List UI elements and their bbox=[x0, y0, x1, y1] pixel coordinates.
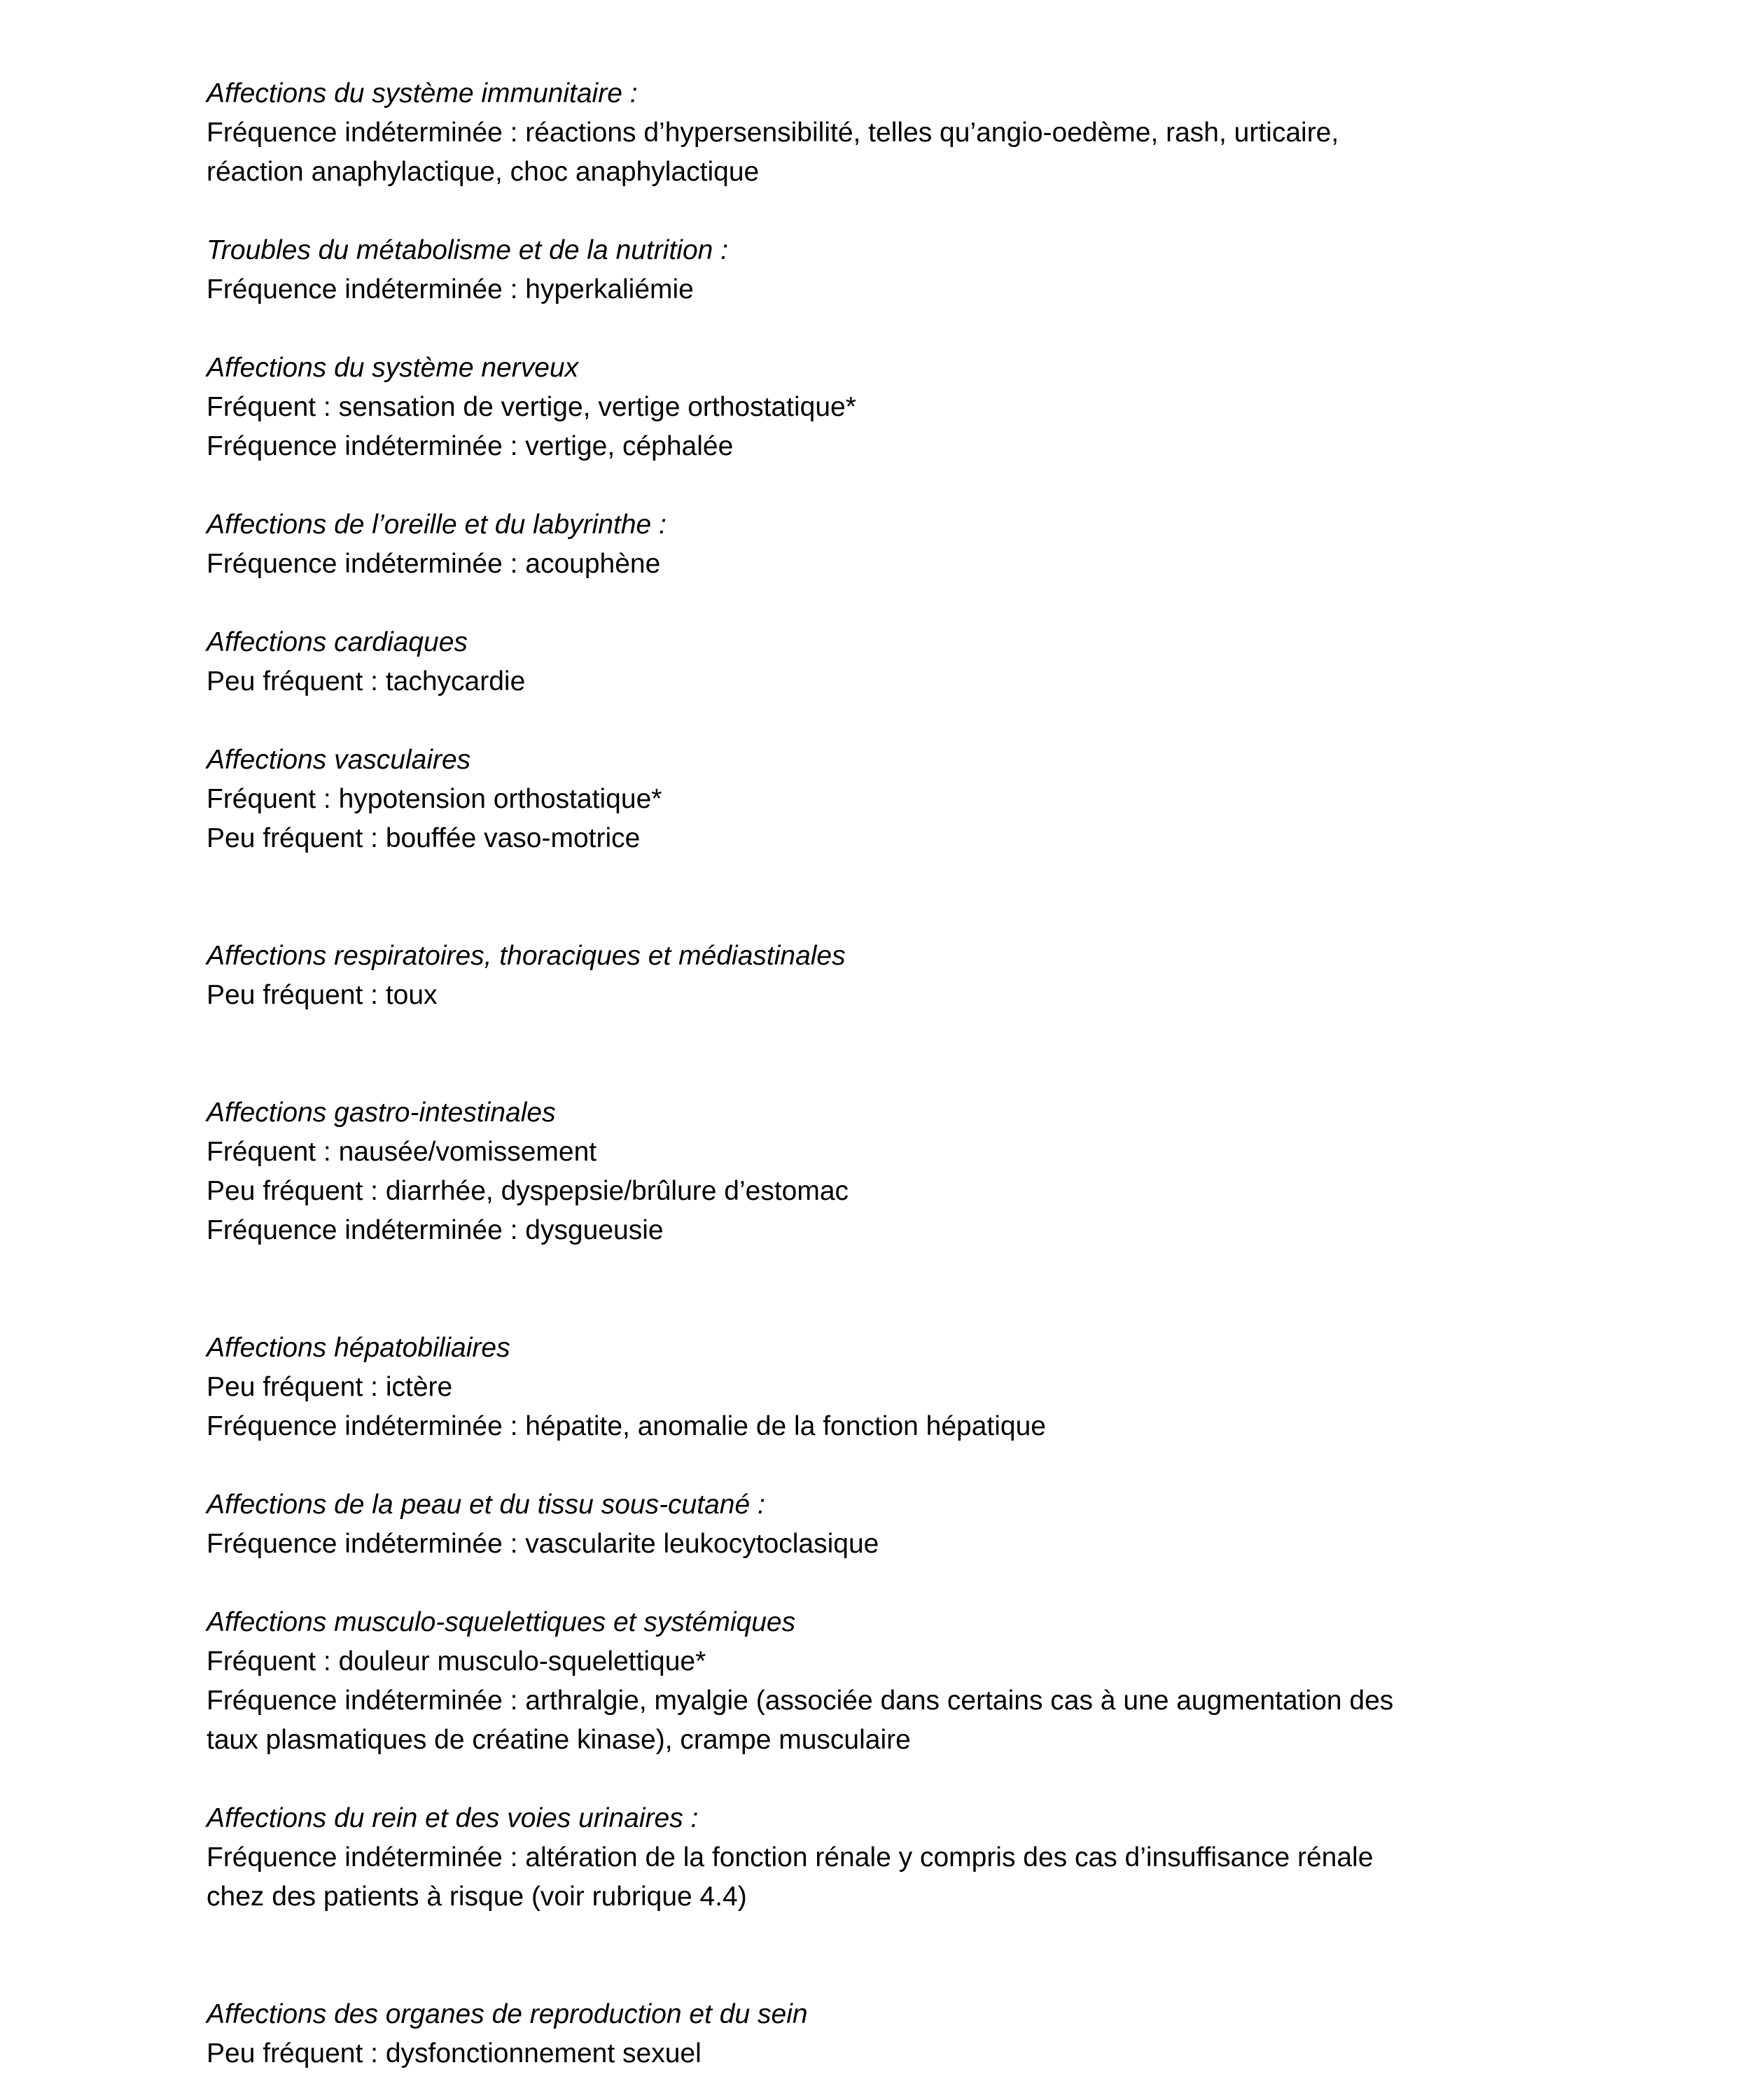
adverse-effects-list bbox=[207, 74, 1509, 2073]
section-line: Fréquence indéterminée : réactions d’hypersensibilité, telles qu’angio-oedème, rash, urticaire, bbox=[207, 118, 1339, 148]
section-line: Fréquence indéterminée : acouphène bbox=[207, 549, 661, 579]
section-line: Fréquent : sensation de vertige, vertige orthostatique* bbox=[207, 392, 856, 422]
section-musculoskeletal bbox=[207, 1603, 1509, 1760]
spacer bbox=[207, 1564, 1509, 1603]
section-line: Fréquent : douleur musculo-squelettique* bbox=[207, 1646, 706, 1676]
section-heading: Affections hépatobiliaires bbox=[207, 1333, 510, 1363]
spacer bbox=[207, 309, 1509, 349]
section-heading: Affections du système nerveux bbox=[207, 353, 579, 383]
section-line: Peu fréquent : ictère bbox=[207, 1372, 453, 1402]
spacer bbox=[207, 1917, 1509, 1995]
section-line: réaction anaphylactique, choc anaphylactique bbox=[207, 157, 760, 187]
section-line: chez des patients à risque (voir rubrique 4.4) bbox=[207, 1882, 747, 1912]
section-hepatobiliary bbox=[207, 1329, 1509, 1446]
spacer bbox=[207, 466, 1509, 505]
section-heading: Affections de l’oreille et du labyrinthe : bbox=[207, 510, 667, 540]
section-line: Peu fréquent : bouffée vaso-motrice bbox=[207, 823, 641, 853]
spacer bbox=[207, 1015, 1509, 1093]
spacer bbox=[207, 584, 1509, 623]
section-line: Peu fréquent : diarrhée, dyspepsie/brûlure d’estomac bbox=[207, 1176, 849, 1206]
section-line: Fréquence indéterminée : altération de la fonction rénale y compris des cas d’insuffisance rénale bbox=[207, 1842, 1374, 1872]
section-heading: Affections du système immunitaire : bbox=[207, 78, 638, 108]
spacer bbox=[207, 1446, 1509, 1485]
section-line: Fréquence indéterminée : vertige, céphalée bbox=[207, 431, 734, 461]
section-cardiac bbox=[207, 623, 1509, 701]
section-reproductive bbox=[207, 1995, 1509, 2073]
spacer bbox=[207, 1760, 1509, 1799]
section-heading: Affections vasculaires bbox=[207, 745, 471, 775]
section-line: Peu fréquent : tachycardie bbox=[207, 666, 526, 696]
section-line: Fréquent : nausée/vomissement bbox=[207, 1137, 597, 1167]
spacer bbox=[207, 1250, 1509, 1329]
section-heading: Affections gastro-intestinales bbox=[207, 1098, 556, 1128]
section-line: Fréquence indéterminée : dysgueusie bbox=[207, 1215, 664, 1245]
section-line: Fréquence indéterminée : vascularite leukocytoclasique bbox=[207, 1529, 879, 1559]
section-heading: Affections des organes de reproduction et du sein bbox=[207, 1999, 808, 2029]
section-heading: Affections cardiaques bbox=[207, 627, 468, 657]
section-line: Fréquence indéterminée : arthralgie, myalgie (associée dans certains cas à une augmentation des bbox=[207, 1686, 1394, 1716]
section-respiratory bbox=[207, 937, 1509, 1015]
section-heading: Affections de la peau et du tissu sous-cutané : bbox=[207, 1490, 765, 1520]
section-heading: Affections musculo-squelettiques et systémiques bbox=[207, 1607, 796, 1637]
spacer bbox=[207, 858, 1509, 937]
section-line: Peu fréquent : toux bbox=[207, 980, 438, 1010]
section-immune-system bbox=[207, 74, 1509, 192]
section-skin bbox=[207, 1485, 1509, 1564]
section-heading: Affections respiratoires, thoraciques et médiastinales bbox=[207, 941, 846, 971]
section-metabolism bbox=[207, 231, 1509, 309]
section-nervous-system bbox=[207, 349, 1509, 466]
section-line: taux plasmatiques de créatine kinase), crampe musculaire bbox=[207, 1725, 911, 1755]
section-line: Fréquence indéterminée : hépatite, anomalie de la fonction hépatique bbox=[207, 1411, 1046, 1441]
section-line: Fréquence indéterminée : hyperkaliémie bbox=[207, 274, 694, 304]
section-vascular bbox=[207, 741, 1509, 858]
section-heading: Affections du rein et des voies urinaires : bbox=[207, 1803, 699, 1833]
section-ear-labyrinth bbox=[207, 505, 1509, 584]
spacer bbox=[207, 701, 1509, 741]
section-heading: Troubles du métabolisme et de la nutrition : bbox=[207, 235, 728, 265]
spacer bbox=[207, 192, 1509, 231]
section-line: Fréquent : hypotension orthostatique* bbox=[207, 784, 662, 814]
section-renal-urinary bbox=[207, 1799, 1509, 1917]
section-line: Peu fréquent : dysfonctionnement sexuel bbox=[207, 2038, 702, 2068]
section-gastrointestinal bbox=[207, 1093, 1509, 1250]
